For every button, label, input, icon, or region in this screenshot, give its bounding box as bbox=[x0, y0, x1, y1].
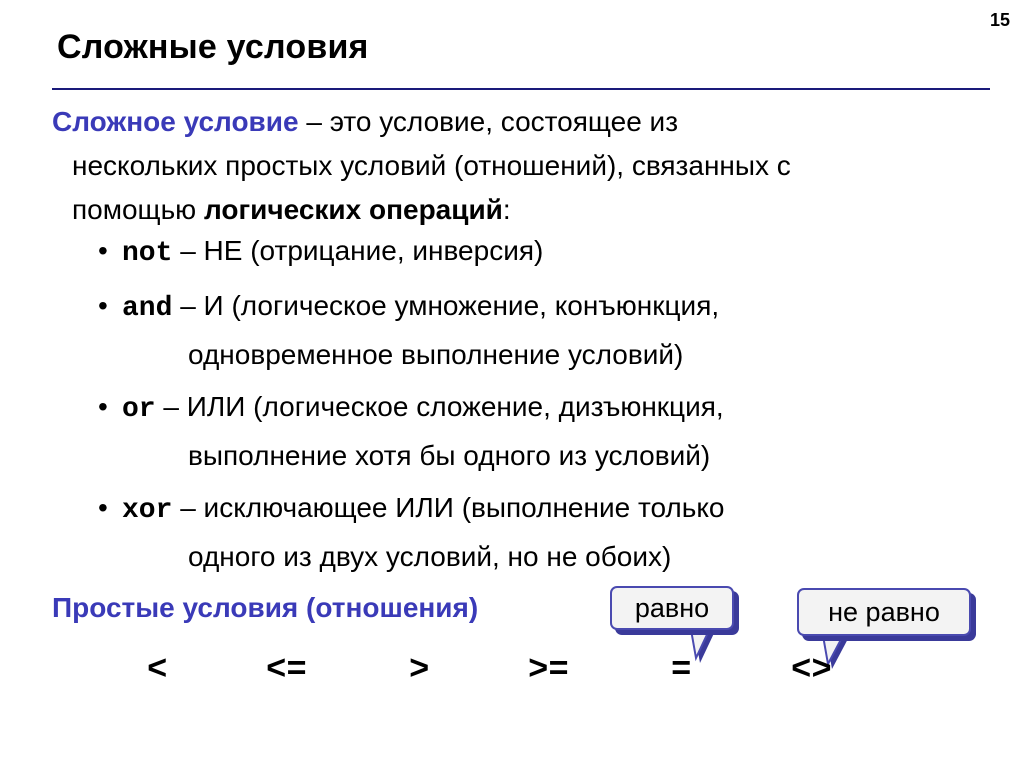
list-item-text: – НЕ (отрицание, инверсия) bbox=[172, 235, 544, 266]
list-item-and bbox=[98, 283, 998, 378]
definition-line-3-start: помощью bbox=[72, 194, 204, 225]
definition-line-3-end: : bbox=[502, 194, 511, 225]
simple-conditions-label: Простые условия (отношения) bbox=[52, 592, 479, 623]
operator-not-equal: <> bbox=[791, 652, 832, 690]
definition-line-1-text: – это условие, состоящее из bbox=[298, 106, 679, 137]
bullet-icon: • bbox=[98, 492, 108, 523]
operator-less-equal: <= bbox=[266, 652, 307, 690]
definition-paragraph bbox=[52, 100, 982, 232]
list-item-continuation: одновременное выполнение условий) bbox=[188, 339, 684, 370]
list-item-text: – ИЛИ (логическое сложение, дизъюнкция, bbox=[155, 391, 724, 422]
operator-greater-equal: >= bbox=[528, 652, 569, 690]
slide-title: Сложные условия bbox=[57, 28, 369, 66]
list-item-text: – И (логическое умножение, конъюнкция, bbox=[172, 290, 720, 321]
definition-line-2: нескольких простых условий (отношений), связанных с bbox=[72, 150, 791, 181]
bullet-icon: • bbox=[98, 290, 108, 321]
operator-less: < bbox=[147, 652, 168, 690]
list-item-text: – исключающее ИЛИ (выполнение только bbox=[172, 492, 725, 523]
bullet-icon: • bbox=[98, 391, 108, 422]
list-item-xor bbox=[98, 485, 998, 580]
list-item-or bbox=[98, 384, 998, 479]
definition-term: Сложное условие bbox=[52, 106, 299, 137]
keyword-and: and bbox=[122, 293, 173, 324]
callout-equal: равно bbox=[610, 586, 734, 630]
operator-equal: = bbox=[671, 652, 692, 690]
bullet-icon: • bbox=[98, 235, 108, 266]
keyword-xor: xor bbox=[122, 495, 173, 526]
definition-bold-term: логических операций bbox=[203, 194, 503, 225]
operations-list bbox=[98, 228, 998, 586]
operator-greater: > bbox=[409, 652, 430, 690]
list-item-continuation: выполнение хотя бы одного из условий) bbox=[188, 440, 711, 471]
definition-line-3 bbox=[52, 188, 982, 232]
title-divider bbox=[52, 88, 990, 90]
list-item-continuation: одного из двух условий, но не обоих) bbox=[188, 541, 672, 572]
page-number: 15 bbox=[989, 10, 1010, 30]
keyword-not: not bbox=[122, 238, 173, 269]
keyword-or: or bbox=[122, 394, 156, 425]
callout-not-equal: не равно bbox=[797, 588, 971, 636]
list-item-not bbox=[98, 228, 998, 277]
relational-operators bbox=[0, 652, 1024, 702]
definition-line-1 bbox=[52, 100, 982, 144]
